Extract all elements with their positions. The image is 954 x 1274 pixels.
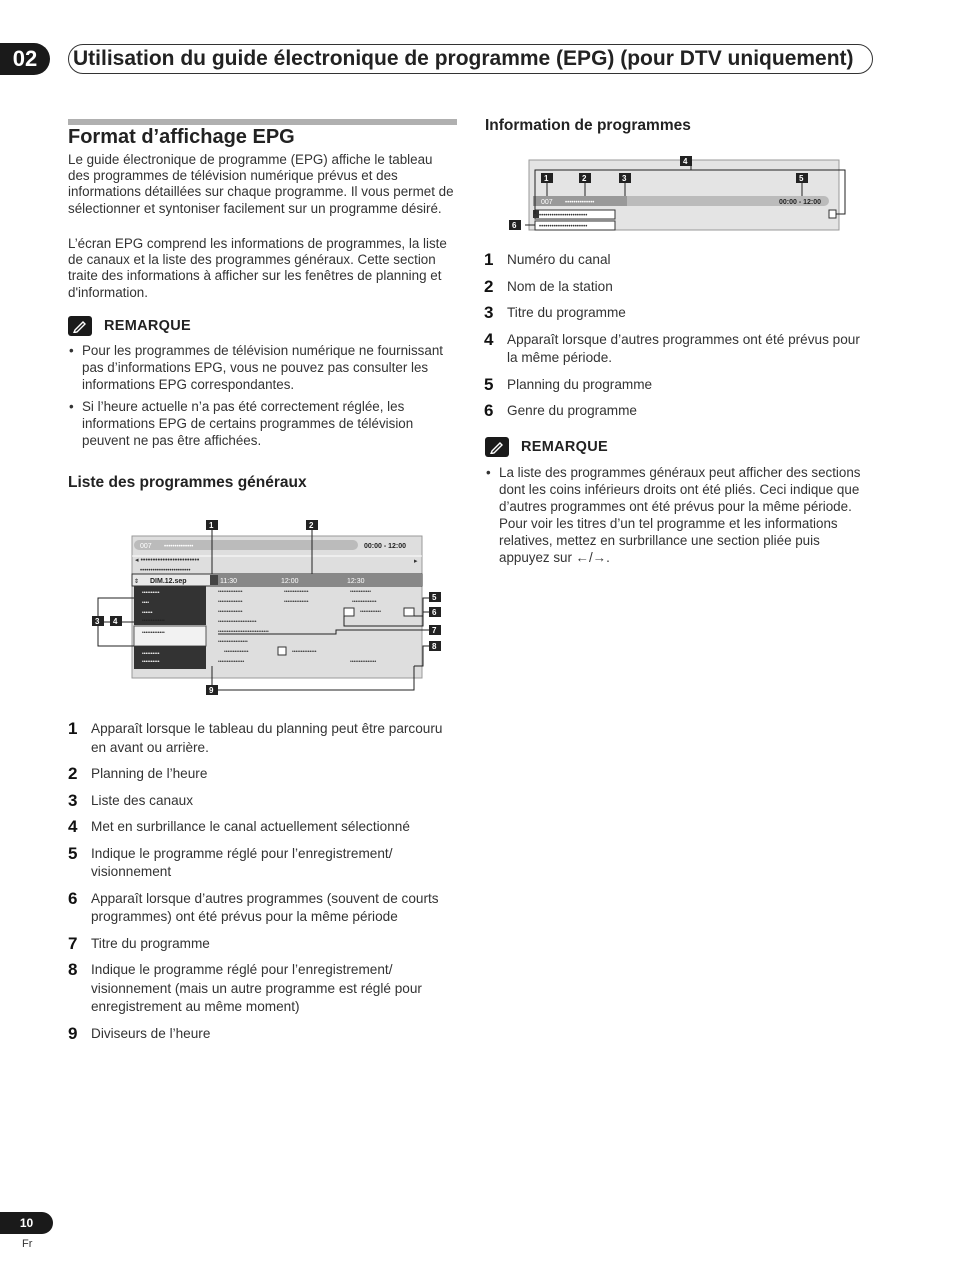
list-item: 4 Met en surbrillance le canal actuellement sélectionné [68,817,410,836]
info-time-range: 00:00 - 12:00 [779,199,822,206]
svg-text:•••••••••••••: ••••••••••••• [142,630,165,636]
svg-text:••••••••••••••: •••••••••••••• [218,589,243,595]
diagram-time-range: 00:00 - 12:00 [364,543,407,550]
diagram-date: DIM.12.sep [150,578,187,585]
list-subtitle: Liste des programmes généraux [68,474,307,491]
page-number: 10 [0,1212,53,1234]
svg-text:•••••••••••••••••: ••••••••••••••••• [218,639,248,645]
svg-text:••••••••••••••: •••••••••••••• [164,544,194,550]
list-item: 1 Apparaît lorsque le tableau du planning peut être parcouru en avant ou arrière. [68,719,443,755]
info-callout-2: 2 [582,174,587,183]
intro-paragraph-2: L’écran EPG comprend les informations de programmes, la liste de canaux et la liste des programmes généraux. Cette section traite des informations à afficher sur les fenêtres de planning et d'information. [68,236,447,300]
info-callout-3: 3 [622,174,627,183]
list-item: 8 Indique le programme réglé pour l’enregistrement/ visionnement (mais un autre programme est réglé pour enregistrement au même moment) [68,960,422,1014]
epg-grid-diagram [88,516,448,698]
svg-text:••••••••••: •••••••••• [142,651,160,657]
info-subtitle: Information de programmes [485,117,691,134]
note-item: • Si l’heure actuelle n’a pas été correctement réglée, les informations EPG de certains programmes de télévision peuvent ne pas être affichées. [68,398,448,449]
info-legend-list [484,251,864,429]
list-item: 5 Indique le programme réglé pour l’enregistrement/ visionnement [68,843,393,879]
svg-text:•••••••••••••••: ••••••••••••••• [218,659,245,665]
note-label: REMARQUE [521,439,608,455]
list-item: 4 Apparaît lorsque d’autres programmes ont été prévus pour la même période. [484,329,860,365]
list-item: 2 Planning de l’heure [68,764,208,783]
list-item: 3 Liste des canaux [68,790,194,810]
diagram-time-1: 12:00 [281,578,299,585]
list-item: 3 Titre du programme [484,303,626,322]
program-info-diagram [505,150,855,238]
callout-2: 2 [309,521,314,530]
info-callout-1: 1 [544,174,549,183]
section-title: Format d’affichage EPG [68,126,295,148]
info-callout-6: 6 [512,221,517,230]
svg-text:••••••••••••••: •••••••••••••• [292,649,317,655]
svg-text:••••: •••• [142,600,150,606]
svg-text:•••••••••••••••••••••••: ••••••••••••••••••••••• [539,224,588,230]
diagram-channel: 007 [140,543,152,550]
info-callout-5: 5 [799,174,804,183]
svg-text:••••••••••••••: •••••••••••••• [218,599,243,605]
intro-paragraph-1: Le guide électronique de programme (EPG) affiche le tableau des programmes de télévision numérique prévus et des informations détaillées sur chaque programme. Il vous permet de sélectionner et syntoniser facilement sur un programme désiré. [68,152,454,216]
svg-text:••••••••••••••: •••••••••••••• [352,599,377,605]
svg-text:••••••••••••••: •••••••••••••• [218,609,243,615]
list-item: 1 Numéro du canal [484,250,611,269]
chapter-title: Utilisation du guide électronique de programme (EPG) (pour DTV uniquement) [68,44,873,74]
svg-text:•••••••••••••••••••••••: ••••••••••••••••••••••• [539,213,588,219]
callout-6: 6 [432,608,437,617]
note-item: • La liste des programmes généraux peut afficher des sections dont les coins inférieurs droits ont été pliés. Ceci indique que d’autres programmes ont été prévus pour la même période. Pour voir les titres d’un tel programme et les informations relatives, mettez en surbrillance une section pliée puis appuyez sur ←/→. [485,464,865,566]
grid-legend-list [68,720,460,1051]
list-item: 2 Nom de la station [484,276,613,296]
svg-text:▸: ▸ [414,558,418,565]
right-note-list [485,464,865,571]
info-channel: 007 [541,199,553,206]
language-code: Fr [22,1238,33,1250]
list-item: 9 Diviseurs de l’heure [68,1023,211,1043]
note-label: REMARQUE [104,318,191,334]
callout-9: 9 [209,686,214,695]
svg-text:◂ ••••••••••••••••••••••••: ◂ •••••••••••••••••••••••• [135,557,200,564]
list-item: 6 Apparaît lorsque d’autres programmes (souvent de courts programmes) ont été prévus pour la même période [68,888,439,924]
pencil-note-icon [68,316,92,336]
svg-text:••••••••••••••: •••••••••••••• [284,599,309,605]
callout-3: 3 [95,617,100,626]
svg-text:••••••••••••••: •••••••••••••• [284,589,309,595]
chapter-badge: 02 [0,43,50,75]
svg-text:••••••••••••••••••••••••: •••••••••••••••••••••••• [140,568,191,574]
svg-text:•••••••••••••: ••••••••••••• [142,618,165,624]
callout-8: 8 [432,642,437,651]
note-heading [485,437,608,457]
svg-text:•••••••••••••••: ••••••••••••••• [350,659,377,665]
svg-text:••••••••••: •••••••••• [142,590,160,596]
diagram-time-2: 12:30 [347,578,365,585]
svg-text:••••••••••••••••••••••: •••••••••••••••••••••• [218,619,257,625]
diagram-time-0: 11:30 [220,578,237,585]
svg-text:••••••••••••: •••••••••••• [360,609,382,615]
callout-1: 1 [209,521,214,530]
svg-text:••••••••••••••: •••••••••••••• [565,200,595,206]
list-item: 6 Genre du programme [484,401,637,420]
callout-4: 4 [113,617,118,626]
svg-text:•••••••••••••••••••••••••••••: ••••••••••••••••••••••••••••• [218,629,269,635]
info-callout-4: 4 [683,157,688,166]
callout-7: 7 [432,626,437,635]
section-divider [68,119,457,125]
list-item: 7 Titre du programme [68,933,210,953]
list-item: 5 Planning du programme [484,374,653,394]
svg-text:••••••••••: •••••••••• [142,659,160,665]
note-heading [68,316,191,336]
note-item: • Pour les programmes de télévision numérique ne fournissant pas d’informations EPG, vous ne pouvez pas consulter les informations EPG correspondantes. [68,342,448,393]
callout-5: 5 [432,593,437,602]
svg-text:••••••••••••••: •••••••••••••• [224,649,249,655]
svg-text:••••••••••••: •••••••••••• [350,589,372,595]
svg-text:••••••: •••••• [142,610,153,616]
svg-text:⇕: ⇕ [134,579,140,585]
note-list [68,342,448,454]
pencil-note-icon [485,437,509,457]
